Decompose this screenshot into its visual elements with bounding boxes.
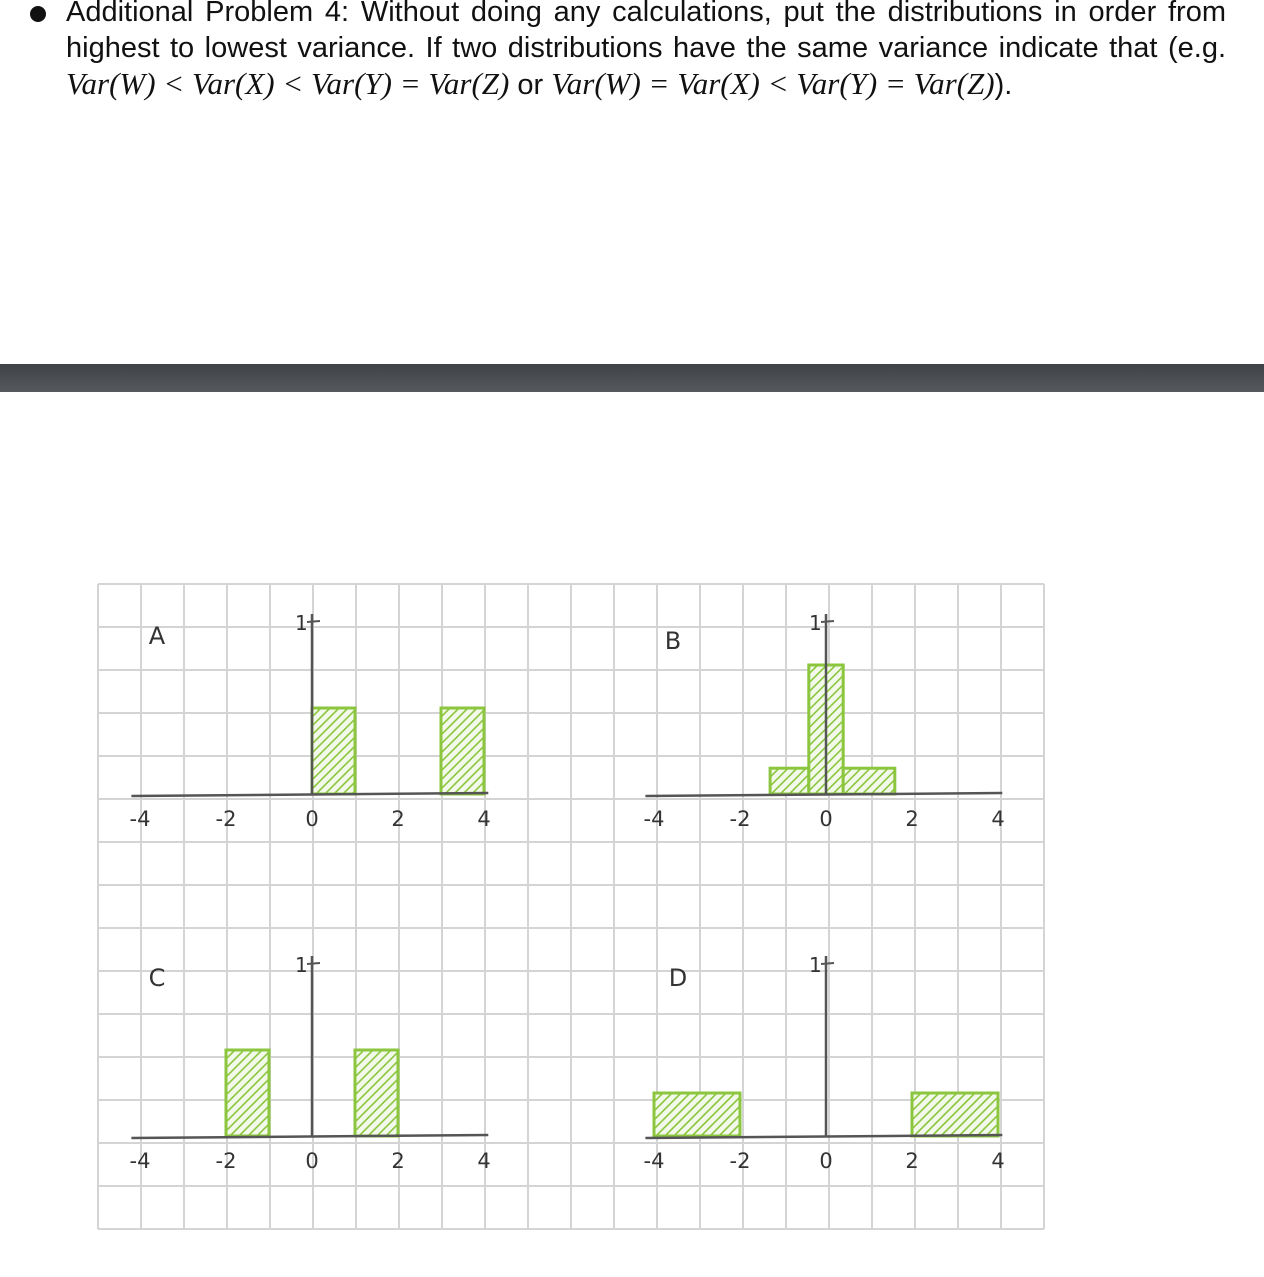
x-tick-label: 4 xyxy=(477,1149,491,1173)
y-tick-label: 1 xyxy=(809,611,822,635)
or-word: or xyxy=(517,69,544,101)
example-ordering-1: Var(W) < Var(X) < Var(Y) = Var(Z) xyxy=(66,66,510,101)
y-tick-label: 1 xyxy=(809,953,822,977)
x-axis xyxy=(645,793,1002,796)
x-tick-label: 0 xyxy=(305,1149,319,1173)
bar-outline xyxy=(912,1093,998,1136)
problem-text xyxy=(66,0,1226,103)
x-tick-label: 0 xyxy=(819,1149,833,1173)
page-divider xyxy=(0,364,1264,392)
y-tick-label: 1 xyxy=(295,611,308,635)
bar-outline xyxy=(226,1050,269,1136)
bullet-icon xyxy=(30,6,46,22)
x-tick-label: 2 xyxy=(391,1149,405,1173)
chart-label: B xyxy=(664,627,682,655)
closing-punctuation: ). xyxy=(994,69,1013,101)
chart-c xyxy=(130,953,562,1173)
y-tick-mark xyxy=(821,963,834,964)
y-tick-mark xyxy=(307,963,320,964)
bar-outline xyxy=(312,708,355,794)
x-tick-label: 0 xyxy=(305,807,319,831)
x-tick-label: 2 xyxy=(905,807,919,831)
distribution-figure xyxy=(0,392,1264,1272)
x-tick-label: 4 xyxy=(991,807,1005,831)
x-tick-label: -2 xyxy=(215,1149,237,1173)
chart-label: C xyxy=(148,964,166,992)
x-tick-label: -4 xyxy=(129,1149,151,1173)
x-tick-label: 0 xyxy=(819,807,833,831)
x-tick-label: -2 xyxy=(729,1149,751,1173)
x-tick-label: -4 xyxy=(643,1149,665,1173)
x-tick-label: -2 xyxy=(729,807,751,831)
x-tick-label: -2 xyxy=(215,807,237,831)
x-tick-label: 2 xyxy=(905,1149,919,1173)
problem-label: Additional Problem 4: xyxy=(66,0,350,28)
y-tick-mark xyxy=(821,621,834,622)
x-tick-label: -4 xyxy=(129,807,151,831)
bar-outline xyxy=(355,1050,398,1136)
x-tick-label: 4 xyxy=(477,807,491,831)
problem-sentence-2: If two distributions have the same variance indicate that (e.g. xyxy=(425,32,1227,64)
y-tick-label: 1 xyxy=(295,953,308,977)
y-tick-mark xyxy=(307,621,320,622)
x-tick-label: 2 xyxy=(391,807,405,831)
x-tick-label: -4 xyxy=(643,807,665,831)
bar-outline xyxy=(843,768,895,794)
bar-outline xyxy=(654,1093,740,1136)
x-tick-label: 4 xyxy=(991,1149,1005,1173)
chart-label: D xyxy=(668,964,688,992)
chart-label: A xyxy=(148,622,166,650)
problem-sentence-1: Without doing any calculations, put the distributions in order from highest to lowest variance. xyxy=(66,0,1226,64)
bar-outline xyxy=(441,708,484,794)
example-ordering-2: Var(W) = Var(X) < Var(Y) = Var(Z) xyxy=(551,66,995,101)
distribution-plots-svg xyxy=(0,392,1264,1272)
chart-d xyxy=(611,953,1083,1173)
